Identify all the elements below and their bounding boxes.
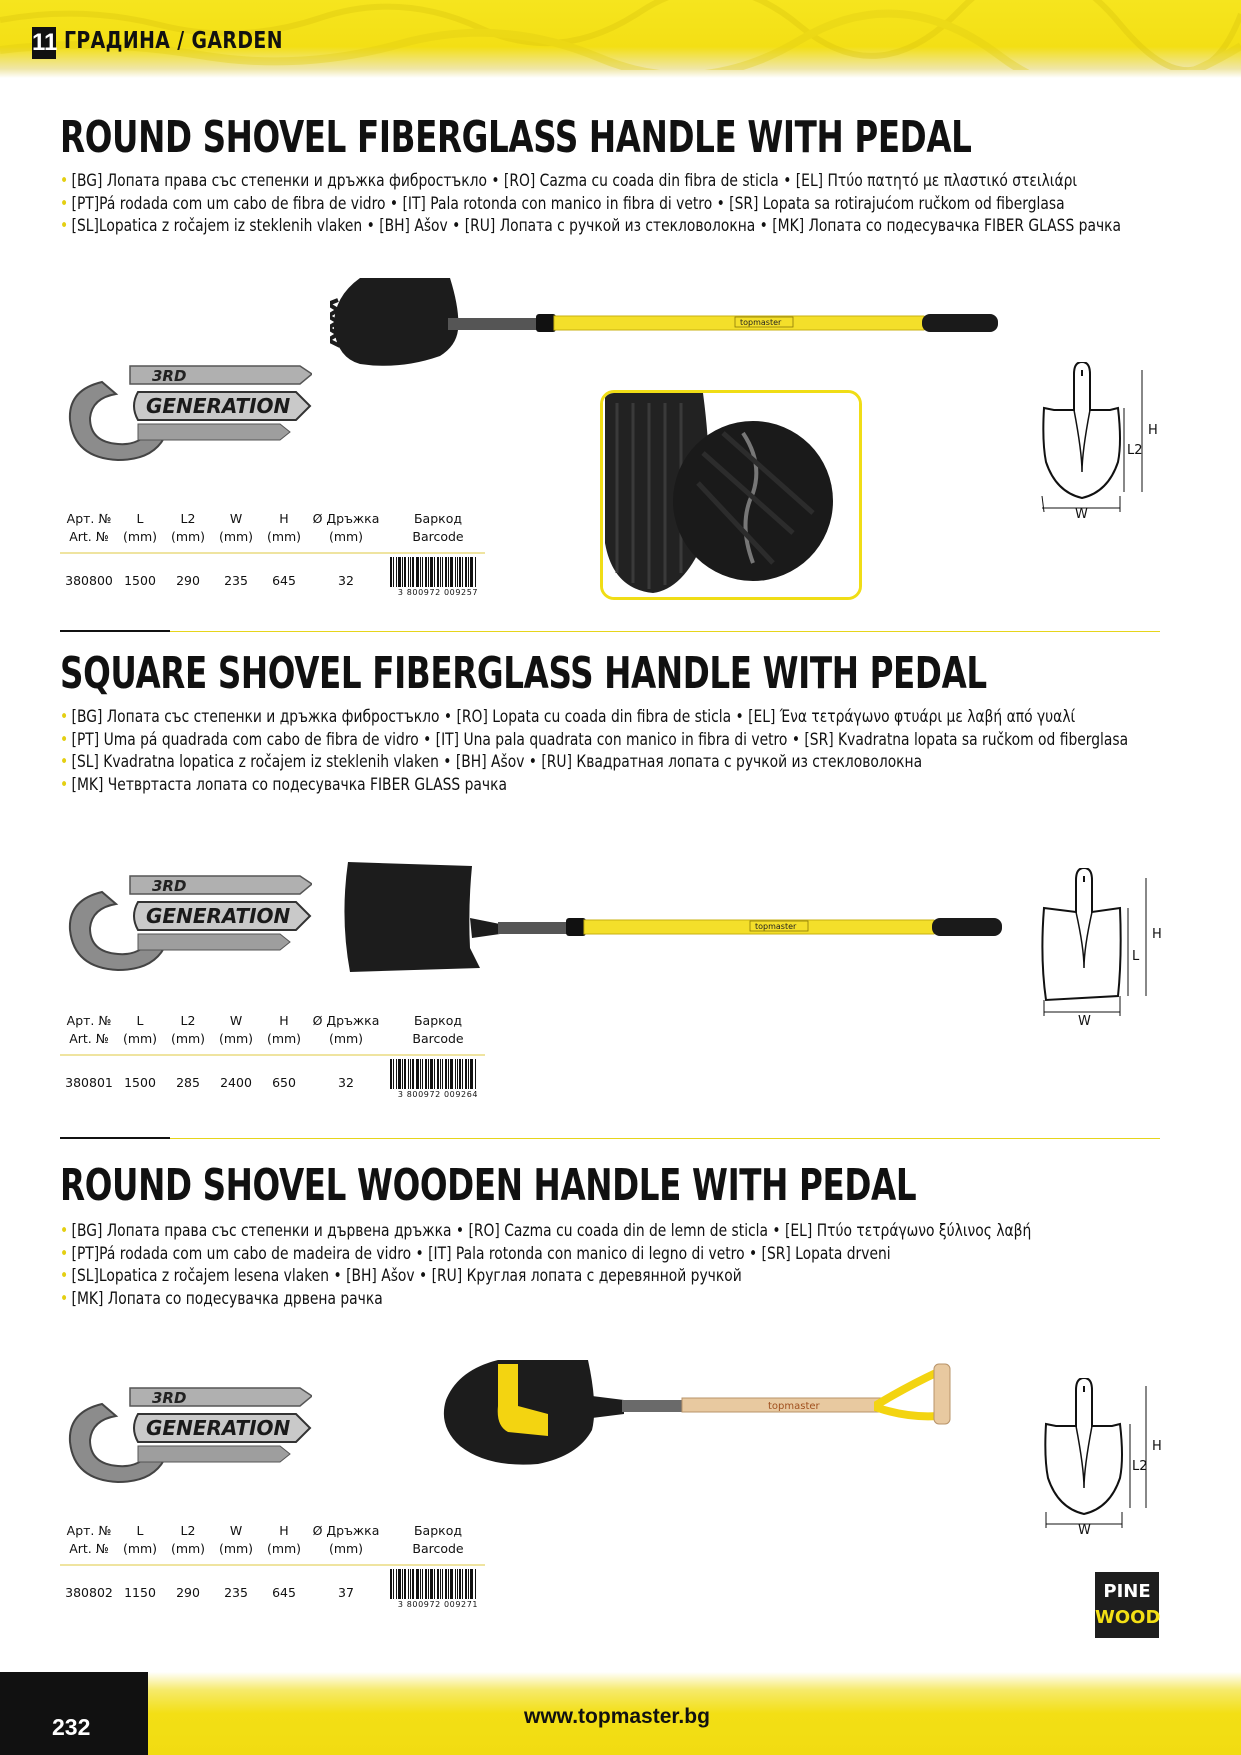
diagram-label-l: L xyxy=(1132,949,1140,964)
description-line: • [PT] Uma pá quadrada com cabo de fibra de vidro • [IT] Una pala quadrata con manico in fibra di vetro • [SR] Kvadratna lopata sa ručkom od fiberglasa xyxy=(60,729,1128,752)
diagram-label-l: L2 xyxy=(1127,443,1143,458)
barcode-bar xyxy=(459,1059,461,1089)
diagram-label-w: W xyxy=(1078,1523,1091,1538)
col-l-sub: (mm) xyxy=(122,1031,158,1046)
brand-label: topmaster xyxy=(740,318,782,327)
col-barcode: Баркод xyxy=(413,1523,462,1538)
barcode-bar xyxy=(412,557,414,587)
col-l2: L2 xyxy=(180,1523,196,1538)
col-barcode-sub: Barcode xyxy=(412,1031,464,1046)
cell-art: 380800 xyxy=(65,573,113,588)
spec-table-header xyxy=(60,1522,485,1566)
barcode-bar xyxy=(445,557,447,587)
section-divider xyxy=(60,1138,1160,1139)
barcode-bar xyxy=(393,1569,394,1599)
barcode-bar xyxy=(404,1569,406,1599)
cell-handle: 32 xyxy=(338,1075,354,1090)
cell-handle: 32 xyxy=(338,573,354,588)
barcode-bar xyxy=(448,1569,449,1599)
barcode-bar xyxy=(468,1059,469,1089)
barcode-bar xyxy=(475,1059,476,1089)
barcode-bar xyxy=(437,1059,439,1089)
barcode-bar xyxy=(468,1569,469,1599)
description-line: • [MK] Четвртаста лопата со подесувачка FIBER GLASS рачка xyxy=(60,774,1128,797)
barcode-bars xyxy=(390,1569,486,1599)
cell-handle: 37 xyxy=(338,1585,354,1600)
description-line: • [PT]Pá rodada com um cabo de fibra de vidro • [IT] Pala rotonda con manico in fibra di vetro • [SR] Lopata sa rotirajućom ručkom od fiberglasa xyxy=(60,193,1121,216)
barcode-bar xyxy=(412,1059,414,1089)
barcode-bar xyxy=(465,1569,467,1599)
barcode-bar xyxy=(390,1569,392,1599)
cell-w: 2400 xyxy=(220,1075,252,1090)
col-h-sub: (mm) xyxy=(266,529,302,544)
diagram-label-h: H xyxy=(1152,927,1162,942)
description-line: • [BG] Лопата права със степенки и дървена дръжка • [RO] Cazma cu coada din de lemn de sticla • [EL] Πτύο τετράγωνο ξύλινος λαβή xyxy=(60,1220,1031,1243)
logo-top-text: 3RD xyxy=(152,1389,187,1407)
barcode-bar xyxy=(420,1059,421,1089)
product-description xyxy=(60,170,1121,238)
logo-main-text: GENERATION xyxy=(146,394,291,418)
barcode-bar xyxy=(455,557,456,587)
barcode-bar xyxy=(408,557,409,587)
barcode-bar xyxy=(416,557,419,587)
col-art-sub: Art. № xyxy=(69,1541,109,1556)
barcode-bar xyxy=(455,1059,456,1089)
barcode-bar xyxy=(410,557,411,587)
barcode-bar xyxy=(390,557,392,587)
barcode-bar xyxy=(462,557,463,587)
barcode-bar xyxy=(450,1569,453,1599)
col-handle-sub: (mm) xyxy=(328,529,364,544)
barcode-bar xyxy=(420,557,421,587)
spec-table-header xyxy=(60,510,485,554)
website-link[interactable]: www.topmaster.bg xyxy=(524,1705,710,1728)
barcode-bar xyxy=(428,557,429,587)
barcode-bars xyxy=(390,557,486,587)
barcode-bar xyxy=(440,1569,441,1599)
badge-line-1: PINE xyxy=(1103,1581,1151,1602)
barcode-bar xyxy=(462,1059,463,1089)
barcode-bar xyxy=(437,1569,439,1599)
barcode-bar xyxy=(448,557,449,587)
barcode-bar xyxy=(410,1059,411,1089)
description-line: • [SL]Lopatica z ročajem lesena vlaken • [BH] Ašov • [RU] Круглая лопата с деревянной ручкой xyxy=(60,1265,1031,1288)
barcode-bar xyxy=(442,557,443,587)
round-shovel-wooden-dimension-diagram xyxy=(1030,1378,1180,1538)
product-title: ROUND SHOVEL FIBERGLASS HANDLE WITH PEDAL xyxy=(60,112,972,163)
col-l: L xyxy=(136,1013,144,1028)
barcode-bar xyxy=(422,1059,423,1089)
cell-art: 380801 xyxy=(65,1075,113,1090)
table-row xyxy=(60,1566,485,1618)
spec-table xyxy=(60,510,485,606)
spec-table xyxy=(60,1012,485,1108)
barcode-digits: 3 800972 009257 xyxy=(397,588,479,597)
spec-table-header xyxy=(60,1012,485,1056)
col-art-sub: Art. № xyxy=(69,529,109,544)
description-line: • [PT]Pá rodada com um cabo de madeira de vidro • [IT] Pala rotonda con manico di legno di vetro • [SR] Lopata drveni xyxy=(60,1243,1031,1266)
barcode-bar xyxy=(402,1569,403,1599)
spec-table xyxy=(60,1522,485,1618)
diagram-label-w: W xyxy=(1078,1014,1091,1029)
col-barcode-sub: Barcode xyxy=(412,1541,464,1556)
barcode-bar xyxy=(457,557,458,587)
col-h: H xyxy=(279,1013,289,1028)
col-l2-sub: (mm) xyxy=(170,529,206,544)
col-barcode: Баркод xyxy=(413,511,462,526)
barcode-bar xyxy=(465,557,467,587)
barcode-bar xyxy=(459,557,461,587)
col-w-sub: (mm) xyxy=(218,529,254,544)
barcode-bar xyxy=(457,1569,458,1599)
barcode-bar xyxy=(430,1569,433,1599)
description-line: • [SL]Lopatica z ročajem iz steklenih vlaken • [BH] Ašov • [RU] Лопата с ручкой из стекловолокна • [MK] Лопата со подесувачка FIBER GLASS рачка xyxy=(60,215,1121,238)
barcode-bar xyxy=(398,1059,401,1089)
col-h: H xyxy=(279,1523,289,1538)
barcode-bar xyxy=(440,1059,441,1089)
barcode-bar xyxy=(450,1059,453,1089)
barcode xyxy=(390,557,486,597)
barcode xyxy=(390,1569,486,1609)
description-line: • [BG] Лопата със степенки и дръжка фибростъкло • [RO] Lopata cu coada din fibra de sticla • [EL] Ένα τετράγωνο φτυάρι με λαβή από γυαλί xyxy=(60,706,1128,729)
barcode-bar xyxy=(396,1059,397,1089)
barcode-bar xyxy=(408,1569,409,1599)
col-art: Арт. № xyxy=(66,1523,112,1538)
col-l2: L2 xyxy=(180,1013,196,1028)
col-w-sub: (mm) xyxy=(218,1031,254,1046)
barcode-bar xyxy=(422,557,423,587)
barcode-bar xyxy=(470,557,473,587)
col-w: W xyxy=(229,1523,243,1538)
round-shovel-dimension-diagram xyxy=(1030,362,1180,522)
barcode-bar xyxy=(398,1569,401,1599)
barcode-bar xyxy=(442,1059,443,1089)
logo-main-text: GENERATION xyxy=(146,1416,291,1440)
cell-h: 645 xyxy=(272,573,296,588)
generation-logo xyxy=(60,1384,312,1488)
product-title: ROUND SHOVEL WOODEN HANDLE WITH PEDAL xyxy=(60,1160,917,1211)
barcode-bar xyxy=(412,1569,414,1599)
col-l-sub: (mm) xyxy=(122,1541,158,1556)
barcode-digits: 3 800972 009264 xyxy=(397,1090,479,1099)
col-w: W xyxy=(229,511,243,526)
col-art-sub: Art. № xyxy=(69,1031,109,1046)
barcode-bar xyxy=(402,557,403,587)
barcode-bar xyxy=(393,1059,394,1089)
cell-h: 645 xyxy=(272,1585,296,1600)
logo-top-text: 3RD xyxy=(152,367,187,385)
barcode-bar xyxy=(475,557,476,587)
barcode-bar xyxy=(420,1569,421,1599)
barcode-bar xyxy=(434,1569,435,1599)
col-l2: L2 xyxy=(180,511,196,526)
barcode-bar xyxy=(428,1569,429,1599)
barcode-bar xyxy=(470,1059,473,1089)
barcode-bar xyxy=(459,1569,461,1599)
col-handle: Ø Дръжка xyxy=(312,1523,380,1538)
description-line: • [BG] Лопата права със степенки и дръжка фибростъкло • [RO] Cazma cu coada din fibra de sticla • [EL] Πτύο πατητό με πλαστικό στειλιάρι xyxy=(60,170,1121,193)
barcode-bar xyxy=(450,557,453,587)
description-line: • [SL] Kvadratna lopatica z ročajem iz steklenih vlaken • [BH] Ašov • [RU] Квадратная лопата с ручкой из стекловолокна xyxy=(60,751,1128,774)
section-divider xyxy=(60,631,1160,632)
logo-main-text: GENERATION xyxy=(146,904,291,928)
detail-closeup xyxy=(600,390,862,600)
barcode-bar xyxy=(428,1059,429,1089)
section-number: 11 xyxy=(32,27,56,59)
col-l: L xyxy=(136,511,144,526)
product-description xyxy=(60,1220,1031,1310)
generation-logo xyxy=(60,362,312,466)
section-title: ГРАДИНА / GARDEN xyxy=(64,28,283,54)
barcode-bar xyxy=(448,1059,449,1089)
barcode-bar xyxy=(468,557,469,587)
barcode-bar xyxy=(416,1569,419,1599)
barcode-bar xyxy=(402,1059,403,1089)
barcode-bar xyxy=(404,557,406,587)
round-shovel-fiberglass-image xyxy=(330,270,1000,380)
barcode-bar xyxy=(425,1569,427,1599)
product-title: SQUARE SHOVEL FIBERGLASS HANDLE WITH PEDAL xyxy=(60,648,987,699)
col-handle: Ø Дръжка xyxy=(312,1013,380,1028)
barcode-bar xyxy=(437,557,439,587)
cell-l2: 290 xyxy=(176,1585,200,1600)
brand-label: topmaster xyxy=(768,1401,820,1412)
diagram-label-l: L2 xyxy=(1132,1459,1148,1474)
barcode-bar xyxy=(393,557,394,587)
cell-l2: 285 xyxy=(176,1075,200,1090)
barcode xyxy=(390,1059,486,1099)
barcode-bar xyxy=(425,1059,427,1089)
barcode-digits: 3 800972 009271 xyxy=(397,1600,479,1609)
cell-w: 235 xyxy=(224,1585,248,1600)
description-line: • [MK] Лопата со подесувачка дрвена рачка xyxy=(60,1288,1031,1311)
barcode-bar xyxy=(408,1059,409,1089)
blade-closeup-image xyxy=(603,393,859,597)
col-l2-sub: (mm) xyxy=(170,1031,206,1046)
col-l2-sub: (mm) xyxy=(170,1541,206,1556)
barcode-bar xyxy=(470,1569,473,1599)
brand-label: topmaster xyxy=(755,922,797,931)
pine-wood-badge xyxy=(1095,1572,1159,1638)
square-shovel-dimension-diagram xyxy=(1030,868,1180,1030)
barcode-bar xyxy=(434,1059,435,1089)
diagram-label-h: H xyxy=(1148,423,1158,438)
barcode-bar xyxy=(462,1569,463,1599)
col-handle-sub: (mm) xyxy=(328,1541,364,1556)
col-h-sub: (mm) xyxy=(266,1031,302,1046)
col-w: W xyxy=(229,1013,243,1028)
barcode-bar xyxy=(396,557,397,587)
cell-l2: 290 xyxy=(176,573,200,588)
product-description xyxy=(60,706,1128,796)
table-row xyxy=(60,554,485,606)
col-art: Арт. № xyxy=(66,1013,112,1028)
page-number: 232 xyxy=(0,1672,148,1755)
barcode-bar xyxy=(396,1569,397,1599)
logo-top-text: 3RD xyxy=(152,877,187,895)
col-barcode: Баркод xyxy=(413,1013,462,1028)
barcode-bar xyxy=(404,1059,406,1089)
barcode-bar xyxy=(440,557,441,587)
barcode-bar xyxy=(475,1569,476,1599)
barcode-bar xyxy=(434,557,435,587)
diagram-label-h: H xyxy=(1152,1439,1162,1454)
col-art: Арт. № xyxy=(66,511,112,526)
col-h-sub: (mm) xyxy=(266,1541,302,1556)
barcode-bar xyxy=(430,557,433,587)
table-row xyxy=(60,1056,485,1108)
barcode-bar xyxy=(398,557,401,587)
cell-art: 380802 xyxy=(65,1585,113,1600)
barcode-bar xyxy=(422,1569,423,1599)
barcode-bar xyxy=(465,1059,467,1089)
col-l-sub: (mm) xyxy=(122,529,158,544)
diagram-label-w: W xyxy=(1075,507,1088,522)
cell-h: 650 xyxy=(272,1075,296,1090)
round-shovel-wooden-image xyxy=(438,1356,1028,1476)
cell-w: 235 xyxy=(224,573,248,588)
barcode-bar xyxy=(457,1059,458,1089)
col-w-sub: (mm) xyxy=(218,1541,254,1556)
col-handle-sub: (mm) xyxy=(328,1031,364,1046)
square-shovel-fiberglass-image xyxy=(340,858,1010,978)
barcode-bar xyxy=(455,1569,456,1599)
barcode-bar xyxy=(445,1059,447,1089)
barcode-bar xyxy=(445,1569,447,1599)
cell-l: 1500 xyxy=(124,573,156,588)
col-handle: Ø Дръжка xyxy=(312,511,380,526)
barcode-bar xyxy=(390,1059,392,1089)
col-l: L xyxy=(136,1523,144,1538)
barcode-bars xyxy=(390,1059,486,1089)
barcode-bar xyxy=(442,1569,443,1599)
cell-l: 1150 xyxy=(124,1585,156,1600)
badge-line-2: WOOD xyxy=(1095,1607,1161,1628)
col-h: H xyxy=(279,511,289,526)
barcode-bar xyxy=(430,1059,433,1089)
cell-l: 1500 xyxy=(124,1075,156,1090)
barcode-bar xyxy=(425,557,427,587)
generation-logo xyxy=(60,872,312,976)
col-barcode-sub: Barcode xyxy=(412,529,464,544)
barcode-bar xyxy=(410,1569,411,1599)
barcode-bar xyxy=(416,1059,419,1089)
